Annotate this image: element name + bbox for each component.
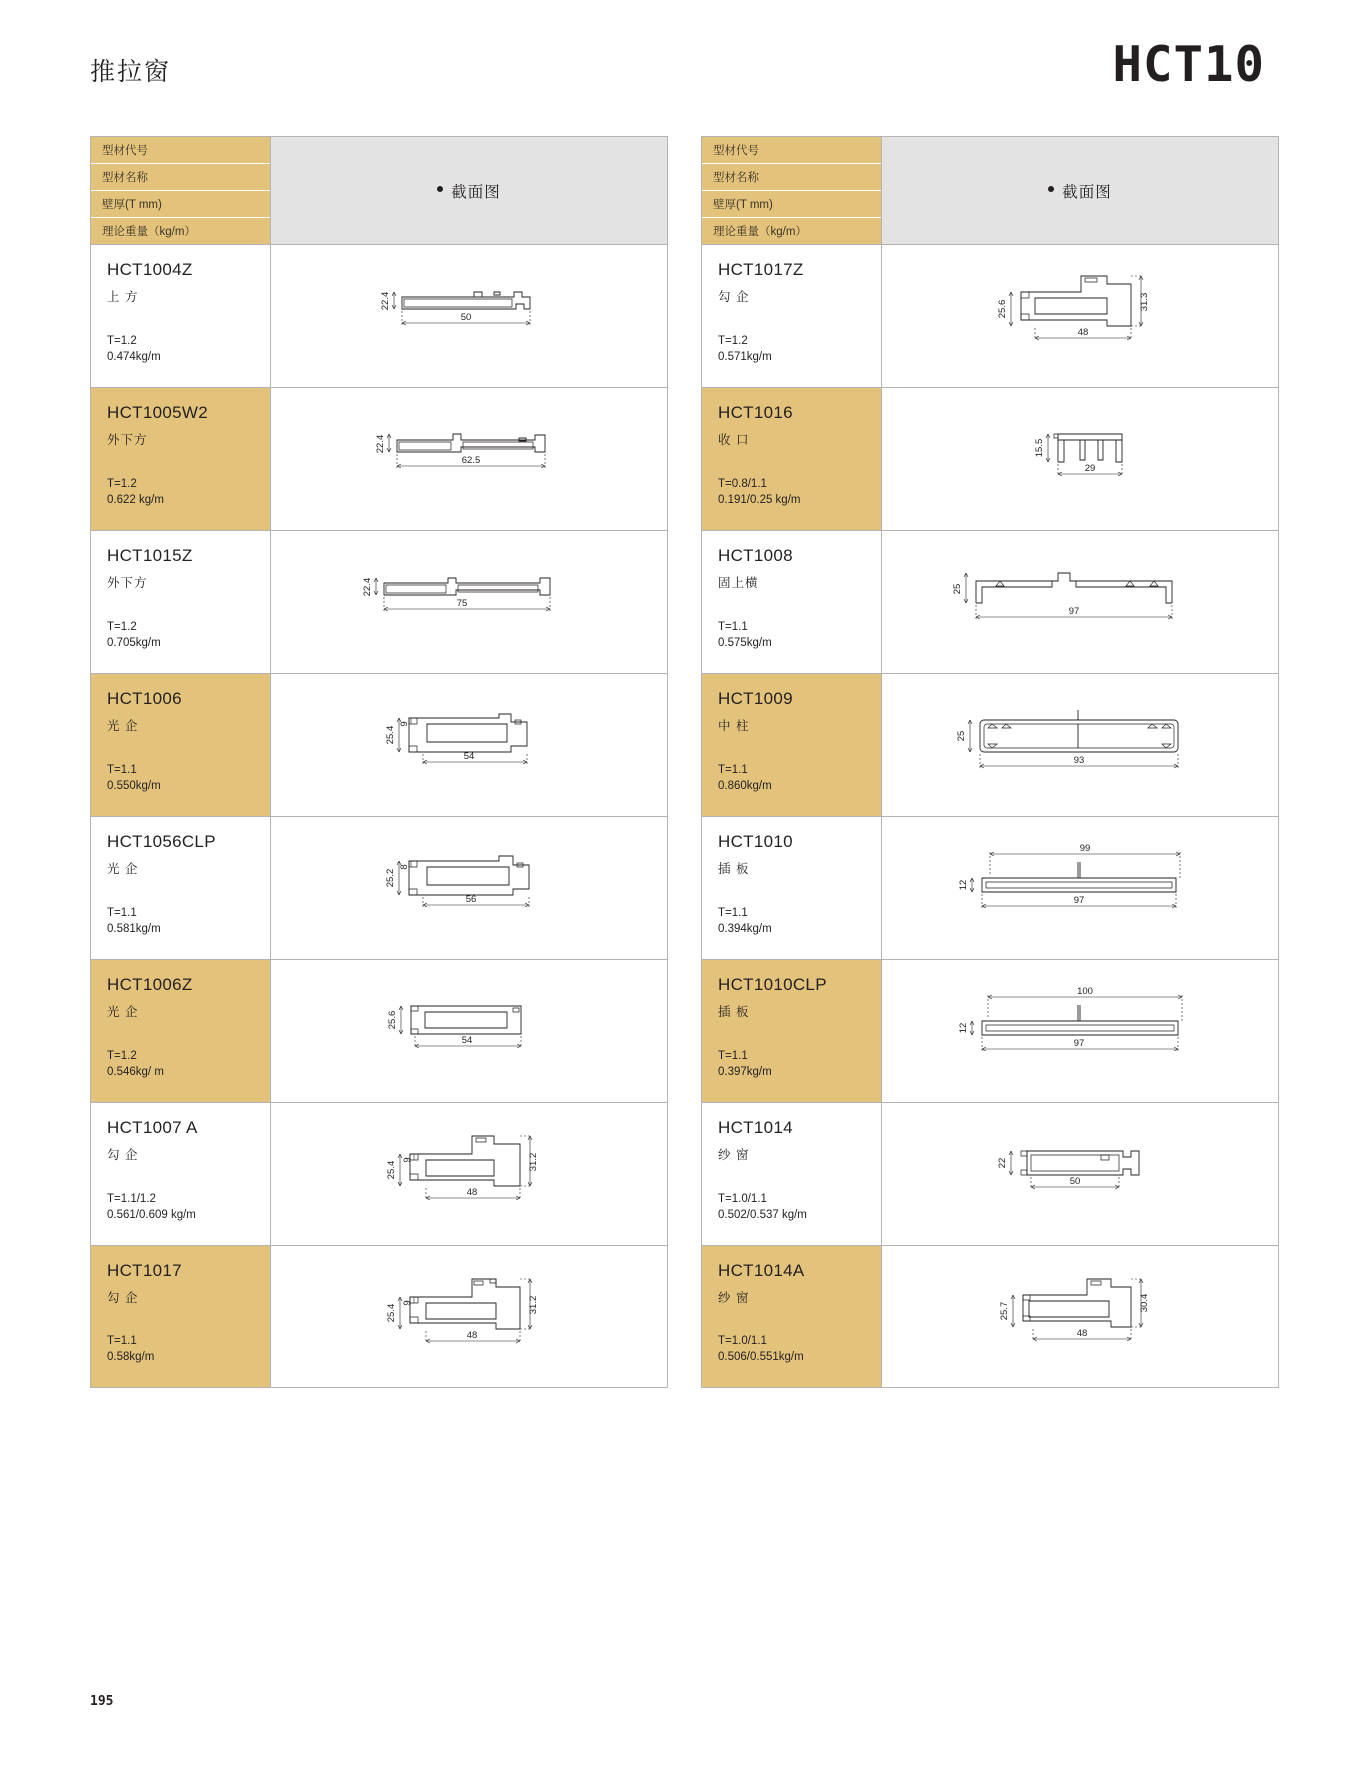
dim-width: 29 [1084, 463, 1096, 474]
table-row [90, 673, 668, 816]
dim-height: 25.7 [999, 1301, 1010, 1320]
dim-height-3: 31.2 [528, 1295, 539, 1314]
table-row [701, 959, 1279, 1102]
header-label-code: 型材代号 [91, 137, 270, 164]
profile-info [91, 245, 271, 387]
profile-drawing [882, 245, 1278, 387]
profile-thickness: T=1.1/1.2 [107, 1193, 156, 1205]
profile-columns [90, 136, 1280, 1388]
profile-thickness: T=1.1 [718, 764, 748, 776]
table-row [701, 1245, 1279, 1388]
table-row [701, 530, 1279, 673]
profile-weight: 0.550kg/m [107, 780, 161, 792]
profile-weight: 0.571kg/m [718, 351, 772, 363]
profile-code: HCT1014 [718, 1118, 793, 1137]
profile-name: 光 企 [107, 862, 139, 876]
profile-thickness: T=0.8/1.1 [718, 478, 767, 490]
profile-drawing [882, 1246, 1278, 1387]
profile-weight: 0.394kg/m [718, 923, 772, 935]
table-row [701, 244, 1279, 387]
profile-spec [107, 619, 161, 651]
profile-drawing [271, 388, 667, 530]
table-header-left [90, 136, 668, 244]
header-label-name: 型材名称 [702, 164, 881, 191]
profile-weight: 0.561/0.609 kg/m [107, 1209, 196, 1221]
dim-height: 12 [958, 879, 969, 891]
table-row [90, 959, 668, 1102]
profile-code: HCT1015Z [107, 546, 193, 565]
profile-name: 外下方 [107, 576, 148, 590]
dim-width-2: 99 [1079, 843, 1091, 854]
profile-info [91, 1103, 271, 1245]
profile-info [702, 1246, 882, 1387]
profile-thickness: T=1.2 [107, 335, 137, 347]
profile-name: 固上横 [718, 576, 759, 590]
profile-name: 插 板 [718, 1005, 750, 1019]
profile-spec [718, 476, 800, 508]
profile-drawing [882, 1103, 1278, 1245]
section-label-text: 截面图 [451, 183, 501, 201]
profile-info [702, 388, 882, 530]
profile-spec [107, 1333, 154, 1365]
profile-info [702, 531, 882, 673]
profile-drawing [271, 245, 667, 387]
profile-spec [718, 905, 772, 937]
profile-spec [718, 1333, 804, 1365]
profile-thickness: T=1.1 [107, 764, 137, 776]
dim-height-3: 31.2 [528, 1152, 539, 1172]
dim-width: 56 [465, 894, 477, 905]
profile-spec [718, 333, 772, 365]
profile-spec [718, 1191, 807, 1223]
table-row [90, 530, 668, 673]
profile-code: HCT1010CLP [718, 975, 827, 994]
dim-width: 54 [461, 1035, 473, 1046]
profile-weight: 0.58kg/m [107, 1351, 155, 1363]
dim-height-2: 9 [402, 1299, 413, 1306]
profile-weight: 0.474kg/m [107, 351, 161, 363]
dim-height: 15.5 [1034, 438, 1045, 458]
table-row [90, 1245, 668, 1388]
profile-thickness: T=1.0/1.1 [718, 1335, 767, 1347]
profile-info [702, 960, 882, 1102]
dim-width: 97 [1073, 1038, 1085, 1049]
profile-info [702, 817, 882, 959]
profile-weight: 0.575kg/m [718, 637, 772, 649]
profile-code: HCT1016 [718, 403, 793, 422]
dim-height: 25.6 [387, 1010, 398, 1030]
bullet-icon [437, 186, 443, 192]
profile-thickness: T=1.2 [107, 1050, 137, 1062]
dim-height-3: 31.3 [1139, 292, 1150, 312]
profile-drawing [882, 960, 1278, 1102]
dim-height: 22.4 [375, 434, 386, 454]
header-section-title [882, 137, 1278, 244]
profile-drawing [271, 1246, 667, 1387]
dim-width: 62.5 [461, 455, 481, 466]
dim-height: 25.4 [386, 1303, 397, 1322]
profile-code: HCT1004Z [107, 260, 193, 279]
profile-weight: 0.546kg/ m [107, 1066, 164, 1078]
page-title: 推拉窗 [90, 58, 172, 86]
profile-name: 勾 企 [107, 1148, 139, 1162]
profile-weight: 0.860kg/m [718, 780, 772, 792]
profile-drawing [882, 817, 1278, 959]
profile-code: HCT1017 [107, 1261, 182, 1280]
profile-drawing [271, 960, 667, 1102]
table-row [90, 816, 668, 959]
header-label-thickness: 壁厚(T mm) [702, 191, 881, 218]
profile-code: HCT1017Z [718, 260, 804, 279]
profile-code: HCT1056CLP [107, 832, 216, 851]
profile-spec [107, 476, 164, 508]
profile-info [702, 1103, 882, 1245]
bullet-icon [1048, 186, 1054, 192]
dim-width: 75 [456, 598, 468, 609]
profile-weight: 0.705kg/m [107, 637, 161, 649]
profile-info [91, 817, 271, 959]
header-label-weight: 理论重量（kg/m） [102, 226, 196, 238]
profile-drawing [882, 674, 1278, 816]
profile-drawing [271, 531, 667, 673]
profile-name: 上 方 [107, 290, 139, 304]
dim-width: 48 [1077, 327, 1089, 338]
profile-name: 光 企 [107, 1005, 139, 1019]
page-number: 195 [90, 1694, 114, 1709]
profile-drawing [271, 817, 667, 959]
dim-height-3: 30.4 [1139, 1293, 1150, 1312]
profile-name: 勾 企 [718, 290, 750, 304]
dim-height: 22.4 [380, 291, 391, 311]
profile-code: HCT1009 [718, 689, 793, 708]
profile-spec [107, 1048, 164, 1080]
profile-thickness: T=1.1 [718, 1050, 748, 1062]
dim-width: 48 [1076, 1327, 1088, 1339]
dim-width: 50 [460, 312, 472, 323]
series-code: HCT10 [1112, 36, 1265, 93]
profile-info [702, 674, 882, 816]
dim-width: 93 [1073, 755, 1085, 766]
profile-code: HCT1014A [718, 1261, 805, 1280]
table-row [90, 387, 668, 530]
section-label-text: 截面图 [1062, 183, 1112, 201]
profile-name: 光 企 [107, 719, 139, 733]
profile-info [702, 245, 882, 387]
table-row [90, 1102, 668, 1245]
header-labels [91, 137, 271, 244]
dim-height: 25 [956, 730, 967, 742]
dim-height: 25.4 [386, 1160, 397, 1180]
table-row [701, 673, 1279, 816]
profile-weight: 0.581kg/m [107, 923, 161, 935]
profile-code: HCT1008 [718, 546, 793, 565]
profile-name: 中 柱 [718, 719, 750, 733]
dim-height-2: 9 [399, 721, 410, 727]
header-label-weight: 理论重量（kg/m） [713, 226, 807, 238]
profile-spec [718, 619, 772, 651]
profile-thickness: T=1.2 [718, 335, 748, 347]
profile-weight: 0.502/0.537 kg/m [718, 1209, 807, 1221]
profile-code: HCT1007 A [107, 1118, 198, 1137]
dim-width: 97 [1073, 895, 1085, 906]
profile-info [91, 1246, 271, 1387]
dim-height: 25.4 [385, 725, 396, 745]
dim-width: 48 [466, 1329, 478, 1341]
dim-width: 97 [1068, 606, 1080, 617]
header-section-title [271, 137, 667, 244]
profile-info [91, 674, 271, 816]
dim-width-2: 100 [1077, 986, 1093, 997]
dim-height: 25 [952, 583, 963, 595]
header-label-code: 型材代号 [702, 137, 881, 164]
profile-spec [718, 1048, 772, 1080]
profile-name: 勾 企 [107, 1291, 139, 1305]
profile-thickness: T=1.1 [107, 1335, 137, 1347]
profile-drawing [882, 388, 1278, 530]
profile-spec [107, 905, 161, 937]
header-label-name: 型材名称 [91, 164, 270, 191]
dim-width: 54 [463, 751, 475, 762]
dim-height: 22 [997, 1157, 1008, 1169]
dim-height-2: 9 [402, 1157, 413, 1163]
profile-name: 纱 窗 [718, 1291, 750, 1305]
table-header-right [701, 136, 1279, 244]
profile-weight: 0.397kg/m [718, 1066, 772, 1078]
profile-code: HCT1006 [107, 689, 182, 708]
profile-name: 插 板 [718, 862, 750, 876]
dim-width: 50 [1069, 1176, 1081, 1187]
right-column [701, 136, 1279, 1388]
profile-code: HCT1005W2 [107, 403, 208, 422]
profile-spec [718, 762, 772, 794]
header-labels [702, 137, 882, 244]
table-row [701, 387, 1279, 530]
profile-spec [107, 762, 161, 794]
profile-thickness: T=1.2 [107, 478, 137, 490]
profile-thickness: T=1.1 [718, 621, 748, 633]
profile-spec [107, 1191, 196, 1223]
header-label-thickness: 壁厚(T mm) [91, 191, 270, 218]
dim-width: 48 [466, 1187, 478, 1198]
profile-thickness: T=1.0/1.1 [718, 1193, 767, 1205]
page-header [0, 36, 1359, 116]
left-column [90, 136, 668, 1388]
profile-name: 纱 窗 [718, 1148, 750, 1162]
profile-drawing [271, 1103, 667, 1245]
profile-info [91, 531, 271, 673]
profile-weight: 0.506/0.551kg/m [718, 1351, 804, 1363]
dim-height: 25.6 [997, 299, 1008, 319]
profile-name: 外下方 [107, 433, 148, 447]
profile-spec [107, 333, 161, 365]
profile-thickness: T=1.1 [718, 907, 748, 919]
profile-weight: 0.622 kg/m [107, 494, 164, 506]
dim-height: 12 [958, 1022, 969, 1034]
table-row [701, 1102, 1279, 1245]
dim-height: 22.4 [362, 577, 373, 597]
profile-thickness: T=1.2 [107, 621, 137, 633]
profile-name: 收 口 [718, 433, 750, 447]
profile-info [91, 388, 271, 530]
profile-thickness: T=1.1 [107, 907, 137, 919]
table-row [90, 244, 668, 387]
dim-height-2: 8 [399, 864, 410, 870]
table-row [701, 816, 1279, 959]
profile-code: HCT1010 [718, 832, 793, 851]
dim-height: 25.2 [385, 868, 396, 888]
profile-info [91, 960, 271, 1102]
profile-weight: 0.191/0.25 kg/m [718, 494, 801, 506]
profile-code: HCT1006Z [107, 975, 193, 994]
profile-drawing [882, 531, 1278, 673]
profile-drawing [271, 674, 667, 816]
